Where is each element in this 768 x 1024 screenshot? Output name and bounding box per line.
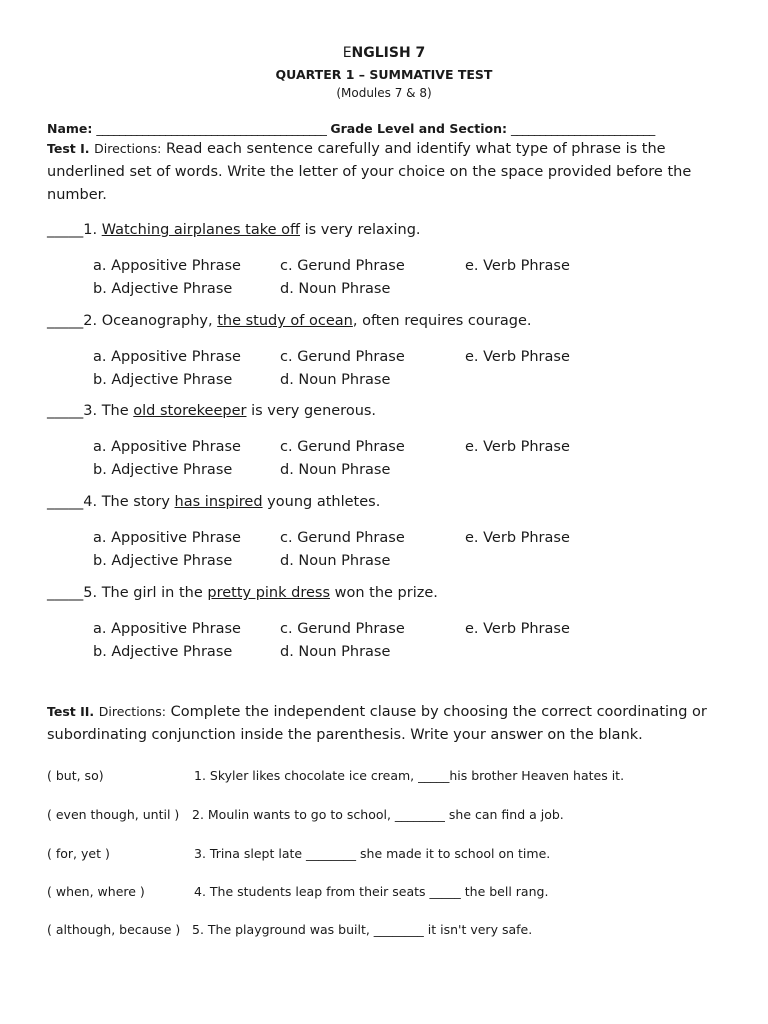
question-text: is very generous. <box>246 403 377 419</box>
conjunction-choices: ( when, where ) <box>47 884 145 899</box>
name-label: Name: <box>47 121 93 136</box>
test2-sentence-5: 5. The playground was built, ________ it isn't very safe. <box>192 922 533 937</box>
test1-directions-text: Read each sentence carefully and identify what type of phrase is the underlined set of words. Write the letter of your choice on the space provided before the number. <box>47 141 692 203</box>
question-text: won the prize. <box>330 585 438 601</box>
conjunction-choices: ( but, so) <box>47 768 104 783</box>
option-b: b. Adjective Phrase <box>93 644 233 660</box>
option-a: a. Appositive Phrase <box>93 439 241 455</box>
answer-blank[interactable]: _____ <box>47 403 84 419</box>
option-b: b. Adjective Phrase <box>93 462 233 478</box>
test2-directions-text: Complete the independent clause by choosing the correct coordinating or subordinating conjunction inside the parenthesis. Write your answer on the blank. <box>47 704 707 743</box>
question-text: young athletes. <box>262 494 381 510</box>
question-1 <box>47 222 421 238</box>
test2-label: Test II. <box>47 704 95 719</box>
test2-sentence-3: 3. Trina slept late ________ she made it to school on time. <box>194 846 551 861</box>
title-rest: NGLISH 7 <box>351 45 426 61</box>
option-c: c. Gerund Phrase <box>280 349 405 365</box>
option-e: e. Verb Phrase <box>465 349 570 365</box>
modules-note: (Modules 7 & 8) <box>336 86 432 100</box>
question-number: 5. <box>83 585 102 601</box>
conjunction-choices: ( although, because ) <box>47 922 181 937</box>
option-e: e. Verb Phrase <box>465 258 570 274</box>
question-number: 4. <box>83 494 102 510</box>
question-text: , often requires courage. <box>352 313 532 329</box>
page-subtitle: QUARTER 1 – SUMMATIVE TEST <box>275 67 493 82</box>
option-d: d. Noun Phrase <box>280 644 391 660</box>
question-text: Oceanography, <box>101 313 218 329</box>
option-d: d. Noun Phrase <box>280 553 391 569</box>
option-e: e. Verb Phrase <box>465 621 570 637</box>
option-c: c. Gerund Phrase <box>280 621 405 637</box>
question-number: 2. <box>83 313 102 329</box>
question-text: The story <box>101 494 175 510</box>
option-a: a. Appositive Phrase <box>93 621 241 637</box>
test1-label: Test I. <box>47 141 90 156</box>
option-d: d. Noun Phrase <box>280 372 391 388</box>
test2-sentence-2: 2. Moulin wants to go to school, ________ she can find a job. <box>192 807 564 822</box>
underlined-phrase: has inspired <box>174 494 263 510</box>
test2-sentence-1: 1. Skyler likes chocolate ice cream, _____his brother Heaven hates it. <box>194 768 625 783</box>
name-field[interactable]: ________________________________________ <box>96 121 327 136</box>
answer-blank[interactable]: _____ <box>47 585 84 601</box>
title-initial: E <box>342 45 352 61</box>
option-a: a. Appositive Phrase <box>93 530 241 546</box>
underlined-phrase: old storekeeper <box>133 403 247 419</box>
grade-field[interactable]: _________________________ <box>510 121 655 136</box>
test2-directions-label: Directions: <box>98 704 166 719</box>
question-text: is very relaxing. <box>300 222 421 238</box>
option-c: c. Gerund Phrase <box>280 439 405 455</box>
question-2 <box>47 313 532 329</box>
option-b: b. Adjective Phrase <box>93 372 233 388</box>
underlined-phrase: the study of ocean <box>217 313 353 329</box>
question-3 <box>47 403 376 419</box>
answer-blank[interactable]: _____ <box>47 313 84 329</box>
question-text: The girl in the <box>101 585 208 601</box>
answer-blank[interactable]: _____ <box>47 222 84 238</box>
answer-blank[interactable]: _____ <box>47 494 84 510</box>
conjunction-choices: ( for, yet ) <box>47 846 110 861</box>
option-c: c. Gerund Phrase <box>280 258 405 274</box>
page-title <box>0 45 768 61</box>
option-a: a. Appositive Phrase <box>93 258 241 274</box>
option-b: b. Adjective Phrase <box>93 281 233 297</box>
test1-directions <box>47 137 727 207</box>
test2-directions <box>47 700 727 747</box>
question-text: The <box>101 403 134 419</box>
info-row <box>47 121 655 136</box>
option-a: a. Appositive Phrase <box>93 349 241 365</box>
question-4 <box>47 494 380 510</box>
option-d: d. Noun Phrase <box>280 462 391 478</box>
question-5 <box>47 585 438 601</box>
option-b: b. Adjective Phrase <box>93 553 233 569</box>
option-e: e. Verb Phrase <box>465 439 570 455</box>
test2-sentence-4: 4. The students leap from their seats _____ the bell rang. <box>194 884 549 899</box>
grade-label: Grade Level and Section: <box>330 121 507 136</box>
test1-directions-label: Directions: <box>94 141 162 156</box>
option-c: c. Gerund Phrase <box>280 530 405 546</box>
question-number: 3. <box>83 403 102 419</box>
underlined-phrase: Watching airplanes take off <box>101 222 300 238</box>
question-number: 1. <box>83 222 102 238</box>
option-d: d. Noun Phrase <box>280 281 391 297</box>
option-e: e. Verb Phrase <box>465 530 570 546</box>
underlined-phrase: pretty pink dress <box>207 585 330 601</box>
conjunction-choices: ( even though, until ) <box>47 807 180 822</box>
